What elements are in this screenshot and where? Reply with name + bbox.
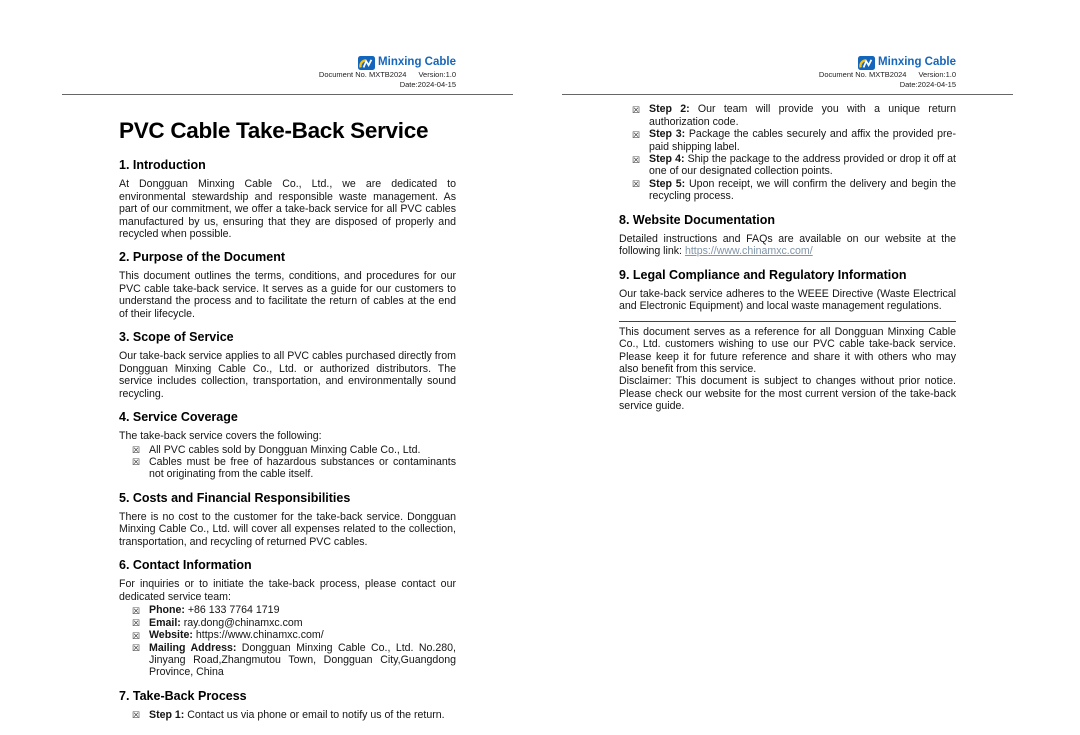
text-segment: Cables must be free of hazardous substances or contaminants not originating from the cable itself.	[149, 455, 456, 481]
bullet-item	[119, 444, 456, 456]
bullet-item	[619, 178, 956, 203]
doc-info-line1	[619, 70, 956, 80]
text-segment: Our team will provide you with a unique return authorization code.	[649, 103, 956, 128]
separator-line	[619, 321, 956, 322]
bullet-list	[119, 604, 456, 679]
section-heading: 3. Scope of Service	[119, 330, 234, 345]
text-segment: Step 3:	[649, 128, 686, 141]
page-right	[562, 55, 1013, 413]
bullet-marker-icon: ☒	[132, 643, 141, 654]
text-segment: Step 1:	[149, 708, 185, 721]
text-segment: Phone:	[149, 604, 185, 617]
bullet-marker-icon: ☒	[132, 457, 141, 468]
bullet-item	[119, 709, 456, 721]
bullet-marker-icon: ☒	[132, 710, 141, 721]
logo-row	[119, 55, 456, 70]
text-segment: This document serves as a reference for all Dongguan Minxing Cable Co., Ltd. customers wishing to use our PVC cable take-back service. Please keep it for future reference and share it with others who may also benefit from this service.	[619, 325, 956, 375]
bullet-item	[619, 128, 956, 153]
paragraph	[119, 511, 456, 548]
header-divider	[62, 94, 513, 95]
bullet-marker-icon: ☒	[632, 129, 641, 140]
page-left	[62, 55, 513, 721]
text-segment: All PVC cables sold by Dongguan Minxing Cable Co., Ltd.	[149, 443, 421, 456]
bullet-marker-icon: ☒	[632, 154, 641, 165]
bullet-item	[119, 604, 456, 616]
bullet-item	[119, 642, 456, 679]
doc-number: Document No. MXTB2024	[318, 70, 407, 79]
text-segment: Our take-back service adheres to the WEEE Directive (Waste Electrical and Electronic Equipment) and local waste management regulations.	[619, 287, 956, 313]
inline-link[interactable]: https://www.chinamxc.com/	[684, 245, 813, 258]
bullet-marker-icon: ☒	[632, 104, 641, 115]
page-content	[619, 95, 956, 413]
minxing-logo-icon	[858, 56, 875, 70]
doc-info-line1	[119, 70, 456, 80]
text-segment: For inquiries or to initiate the take-back process, please contact our dedicated service team:	[119, 578, 456, 603]
bullet-list	[119, 444, 456, 481]
bullet-item	[619, 103, 956, 128]
text-segment: Email:	[149, 616, 181, 629]
bullet-item	[119, 629, 456, 641]
page-header	[619, 55, 956, 89]
section-heading: 7. Take-Back Process	[119, 688, 247, 703]
section-heading: 6. Contact Information	[119, 558, 252, 573]
doc-version: Version:1.0	[918, 70, 956, 79]
logo-row	[619, 55, 956, 70]
paragraph	[119, 350, 456, 400]
section-heading: 4. Service Coverage	[119, 410, 238, 425]
bullet-marker-icon: ☒	[132, 445, 141, 456]
page-header	[119, 55, 456, 89]
text-segment: There is no cost to the customer for the take-back service. Dongguan Minxing Cable Co., Ltd. will cover all expenses related to the collection, transportation, and recycling of returned PVC cables.	[119, 510, 456, 548]
doc-number: Document No. MXTB2024	[818, 70, 907, 79]
section-heading: 9. Legal Compliance and Regulatory Information	[619, 267, 907, 282]
page-content	[119, 118, 456, 721]
text-segment: Dongguan Minxing Cable Co., Ltd. No.280, Jinyang Road,Zhangmutou Town, Dongguan City,Guangdong Province, China	[149, 641, 456, 679]
bullet-marker-icon: ☒	[132, 630, 141, 641]
paragraph	[119, 578, 456, 603]
bullet-item	[119, 456, 456, 481]
text-segment: ray.dong@chinamxc.com	[180, 616, 303, 629]
text-segment: Step 4:	[649, 153, 685, 165]
doc-version: Version:1.0	[418, 70, 456, 79]
text-segment: Contact us via phone or email to notify us of the return.	[184, 708, 445, 721]
section-heading: 8. Website Documentation	[619, 212, 776, 227]
paragraph	[619, 233, 956, 258]
text-segment: Package the cables securely and affix the provided pre-paid shipping label.	[649, 128, 956, 153]
bullet-list	[619, 103, 956, 203]
doc-date: Date:2024-04-15	[399, 79, 456, 89]
paragraph	[119, 430, 456, 442]
paragraph	[619, 375, 956, 412]
bullet-marker-icon: ☒	[132, 618, 141, 629]
logo-text: Minxing Cable	[878, 56, 956, 68]
bullet-item	[119, 617, 456, 629]
section-heading: 1. Introduction	[119, 158, 206, 173]
text-segment: Detailed instructions and FAQs are available on our website at the following link:	[619, 232, 956, 258]
text-segment: https://www.chinamxc.com/	[192, 629, 324, 642]
text-segment: Website:	[149, 629, 193, 642]
paragraph	[619, 326, 956, 376]
text-segment: Upon receipt, we will confirm the delivery and begin the recycling process.	[649, 177, 956, 203]
text-segment: +86 133 7764 1719	[184, 604, 280, 617]
document-title: PVC Cable Take-Back Service	[119, 118, 429, 144]
text-segment: This document outlines the terms, conditions, and procedures for our PVC cable take-back service. It serves as a guide for our customers to understand the process and to facilitate the return of cables at the end of their lifecycle.	[119, 270, 456, 320]
text-segment: Step 2:	[649, 103, 690, 116]
paragraph	[619, 288, 956, 313]
text-segment: At Dongguan Minxing Cable Co., Ltd., we are dedicated to environmental stewardship and responsible waste management. As part of our commitment, we offer a take-back service for all PVC cables manufactured by us, ensuring that they are disposed of properly and recycled when possible.	[119, 178, 456, 240]
text-segment: Step 5:	[649, 177, 686, 190]
paragraph	[119, 270, 456, 320]
logo-text: Minxing Cable	[378, 56, 456, 68]
text-segment: Ship the package to the address provided or drop it off at one of our designated collection points.	[649, 153, 956, 178]
paragraph	[119, 178, 456, 240]
text-segment: Mailing Address:	[149, 641, 237, 654]
text-segment: Our take-back service applies to all PVC cables purchased directly from Dongguan Minxing Cable Co., Ltd. or authorized distributors. The service includes collection, transportation, and environmentally sound recycling.	[119, 350, 456, 400]
section-heading: 2. Purpose of the Document	[119, 250, 285, 265]
text-segment: Disclaimer: This document is subject to changes without prior notice. Please check our website for the most current version of the take-back service guide.	[619, 375, 956, 413]
doc-date: Date:2024-04-15	[899, 79, 956, 89]
bullet-item	[619, 153, 956, 178]
text-segment: The take-back service covers the following:	[119, 430, 322, 443]
bullet-marker-icon: ☒	[132, 605, 141, 616]
section-heading: 5. Costs and Financial Responsibilities	[119, 490, 351, 505]
minxing-logo-icon	[358, 56, 375, 70]
bullet-marker-icon: ☒	[632, 179, 641, 190]
bullet-list	[119, 709, 456, 721]
